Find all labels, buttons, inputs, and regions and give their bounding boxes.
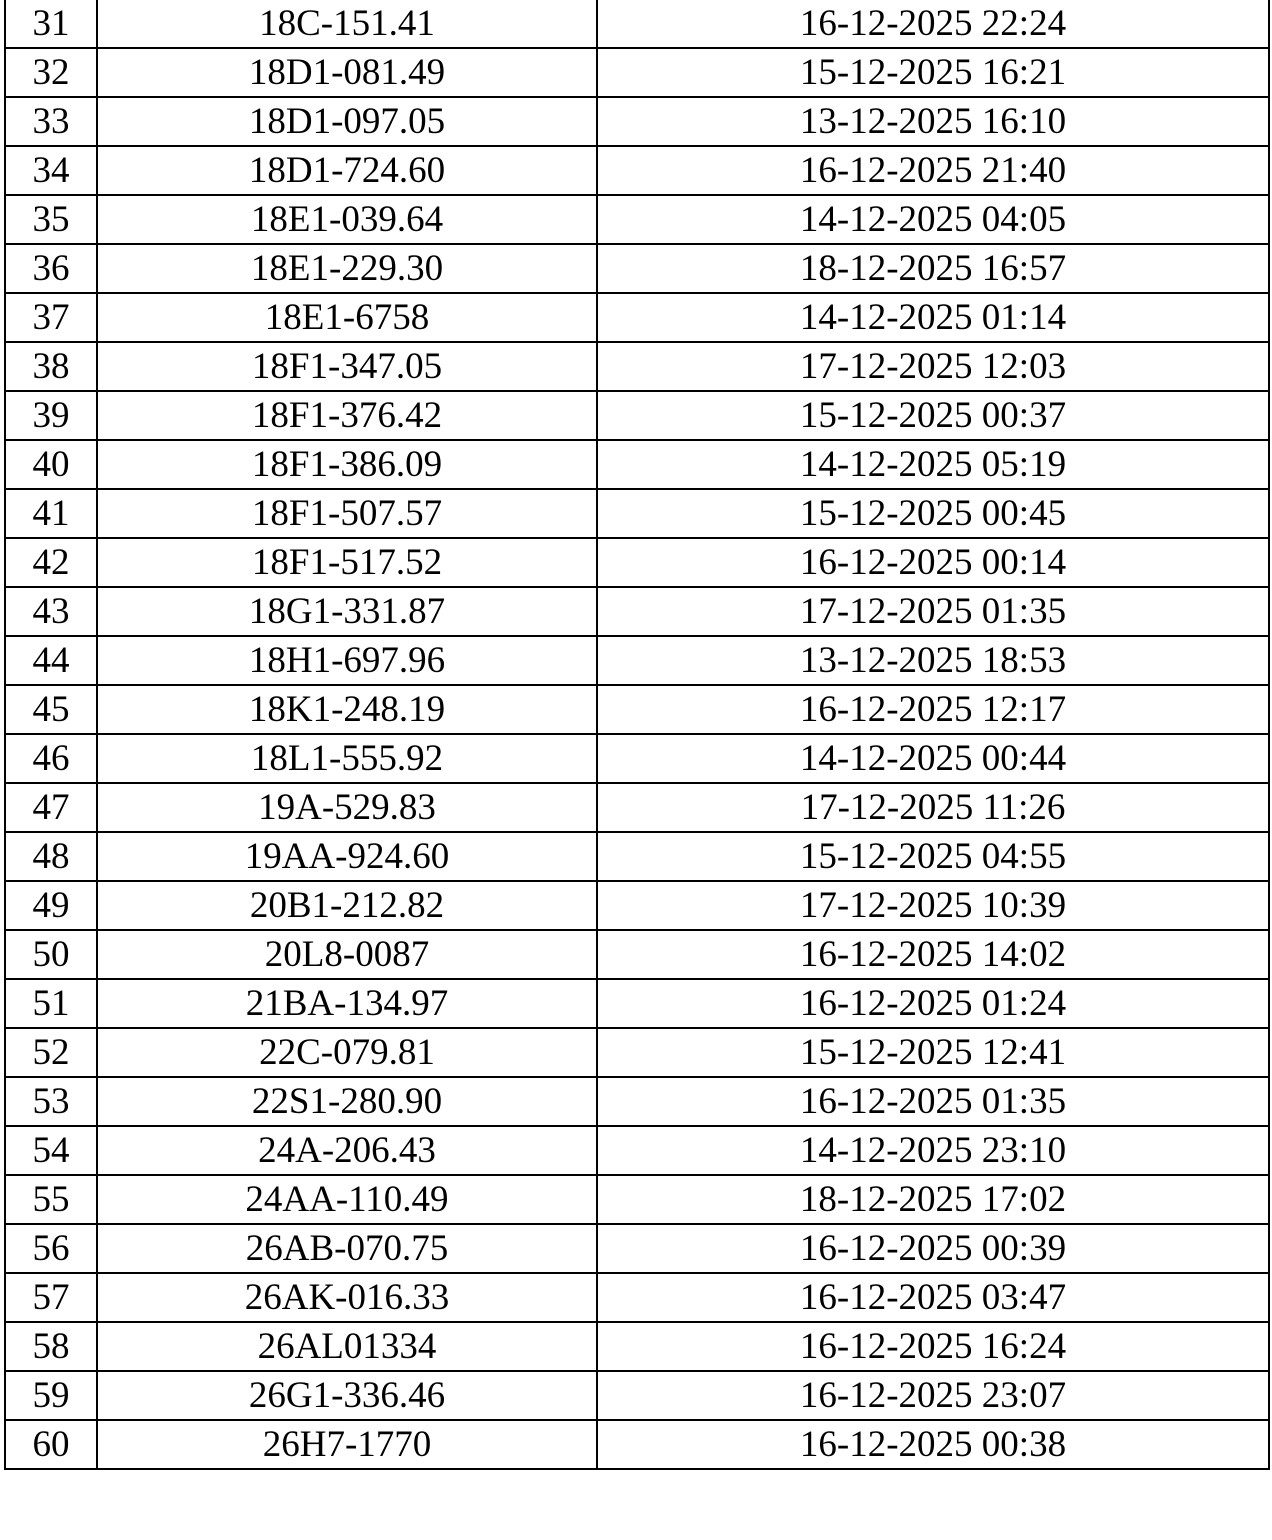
row-number-cell: 51	[5, 979, 97, 1028]
row-number-cell: 55	[5, 1175, 97, 1224]
row-number-cell: 50	[5, 930, 97, 979]
row-number-cell: 31	[5, 0, 97, 48]
table-row	[5, 293, 1269, 342]
license-plate-cell: 18F1-517.52	[97, 538, 597, 587]
table-row	[5, 636, 1269, 685]
timestamp-cell: 14-12-2025 23:10	[597, 1126, 1269, 1175]
timestamp-cell: 14-12-2025 00:44	[597, 734, 1269, 783]
row-number-cell: 34	[5, 146, 97, 195]
row-number-cell: 59	[5, 1371, 97, 1420]
timestamp-cell: 16-12-2025 14:02	[597, 930, 1269, 979]
row-number-cell: 56	[5, 1224, 97, 1273]
license-plate-cell: 18F1-347.05	[97, 342, 597, 391]
table-row	[5, 1077, 1269, 1126]
table-row	[5, 244, 1269, 293]
row-number-cell: 42	[5, 538, 97, 587]
license-plate-cell: 26AB-070.75	[97, 1224, 597, 1273]
license-plate-cell: 18K1-248.19	[97, 685, 597, 734]
timestamp-cell: 16-12-2025 00:39	[597, 1224, 1269, 1273]
table-row	[5, 97, 1269, 146]
timestamp-cell: 17-12-2025 11:26	[597, 783, 1269, 832]
table-row	[5, 440, 1269, 489]
timestamp-cell: 17-12-2025 12:03	[597, 342, 1269, 391]
license-plate-cell: 19AA-924.60	[97, 832, 597, 881]
table-row	[5, 489, 1269, 538]
license-plate-cell: 18F1-376.42	[97, 391, 597, 440]
row-number-cell: 38	[5, 342, 97, 391]
license-plate-cell: 18E1-6758	[97, 293, 597, 342]
license-plate-cell: 18C-151.41	[97, 0, 597, 48]
row-number-cell: 33	[5, 97, 97, 146]
row-number-cell: 52	[5, 1028, 97, 1077]
table-row	[5, 48, 1269, 97]
timestamp-cell: 16-12-2025 01:35	[597, 1077, 1269, 1126]
table-row	[5, 881, 1269, 930]
timestamp-cell: 16-12-2025 03:47	[597, 1273, 1269, 1322]
license-plate-cell: 26G1-336.46	[97, 1371, 597, 1420]
timestamp-cell: 14-12-2025 05:19	[597, 440, 1269, 489]
license-plate-cell: 18E1-039.64	[97, 195, 597, 244]
timestamp-cell: 13-12-2025 16:10	[597, 97, 1269, 146]
timestamp-cell: 16-12-2025 22:24	[597, 0, 1269, 48]
license-plate-cell: 20B1-212.82	[97, 881, 597, 930]
license-plate-cell: 26AK-016.33	[97, 1273, 597, 1322]
row-number-cell: 43	[5, 587, 97, 636]
timestamp-cell: 16-12-2025 21:40	[597, 146, 1269, 195]
license-plate-cell: 18D1-081.49	[97, 48, 597, 97]
row-number-cell: 54	[5, 1126, 97, 1175]
table-row	[5, 734, 1269, 783]
license-plate-cell: 18F1-507.57	[97, 489, 597, 538]
table-row	[5, 1126, 1269, 1175]
row-number-cell: 37	[5, 293, 97, 342]
timestamp-cell: 17-12-2025 01:35	[597, 587, 1269, 636]
row-number-cell: 39	[5, 391, 97, 440]
row-number-cell: 40	[5, 440, 97, 489]
table-row	[5, 832, 1269, 881]
license-plate-cell: 26H7-1770	[97, 1420, 597, 1469]
timestamp-cell: 16-12-2025 01:24	[597, 979, 1269, 1028]
row-number-cell: 32	[5, 48, 97, 97]
table-row	[5, 1028, 1269, 1077]
table-row	[5, 1371, 1269, 1420]
table-row	[5, 391, 1269, 440]
table-row	[5, 1175, 1269, 1224]
row-number-cell: 49	[5, 881, 97, 930]
timestamp-cell: 14-12-2025 01:14	[597, 293, 1269, 342]
table-row	[5, 685, 1269, 734]
timestamp-cell: 16-12-2025 00:38	[597, 1420, 1269, 1469]
row-number-cell: 58	[5, 1322, 97, 1371]
row-number-cell: 41	[5, 489, 97, 538]
row-number-cell: 46	[5, 734, 97, 783]
table-row	[5, 979, 1269, 1028]
row-number-cell: 47	[5, 783, 97, 832]
license-plate-cell: 22C-079.81	[97, 1028, 597, 1077]
table-row	[5, 195, 1269, 244]
timestamp-cell: 15-12-2025 00:37	[597, 391, 1269, 440]
timestamp-cell: 14-12-2025 04:05	[597, 195, 1269, 244]
license-plate-cell: 24A-206.43	[97, 1126, 597, 1175]
license-plate-cell: 20L8-0087	[97, 930, 597, 979]
timestamp-cell: 18-12-2025 17:02	[597, 1175, 1269, 1224]
timestamp-cell: 18-12-2025 16:57	[597, 244, 1269, 293]
table-row	[5, 1224, 1269, 1273]
vehicle-plate-table	[4, 0, 1270, 1470]
license-plate-cell: 18L1-555.92	[97, 734, 597, 783]
table-row	[5, 783, 1269, 832]
table-row	[5, 930, 1269, 979]
table-body	[5, 0, 1269, 1469]
table-row	[5, 0, 1269, 48]
table-row	[5, 1322, 1269, 1371]
timestamp-cell: 16-12-2025 00:14	[597, 538, 1269, 587]
timestamp-cell: 16-12-2025 16:24	[597, 1322, 1269, 1371]
license-plate-cell: 22S1-280.90	[97, 1077, 597, 1126]
timestamp-cell: 13-12-2025 18:53	[597, 636, 1269, 685]
timestamp-cell: 16-12-2025 23:07	[597, 1371, 1269, 1420]
license-plate-cell: 24AA-110.49	[97, 1175, 597, 1224]
table-row	[5, 342, 1269, 391]
table-row	[5, 587, 1269, 636]
timestamp-cell: 16-12-2025 12:17	[597, 685, 1269, 734]
row-number-cell: 44	[5, 636, 97, 685]
license-plate-cell: 21BA-134.97	[97, 979, 597, 1028]
license-plate-cell: 18F1-386.09	[97, 440, 597, 489]
license-plate-cell: 26AL01334	[97, 1322, 597, 1371]
license-plate-cell: 19A-529.83	[97, 783, 597, 832]
license-plate-cell: 18D1-724.60	[97, 146, 597, 195]
timestamp-cell: 17-12-2025 10:39	[597, 881, 1269, 930]
license-plate-cell: 18H1-697.96	[97, 636, 597, 685]
timestamp-cell: 15-12-2025 04:55	[597, 832, 1269, 881]
timestamp-cell: 15-12-2025 16:21	[597, 48, 1269, 97]
row-number-cell: 60	[5, 1420, 97, 1469]
row-number-cell: 48	[5, 832, 97, 881]
row-number-cell: 53	[5, 1077, 97, 1126]
table-row	[5, 538, 1269, 587]
row-number-cell: 35	[5, 195, 97, 244]
row-number-cell: 36	[5, 244, 97, 293]
timestamp-cell: 15-12-2025 00:45	[597, 489, 1269, 538]
row-number-cell: 45	[5, 685, 97, 734]
timestamp-cell: 15-12-2025 12:41	[597, 1028, 1269, 1077]
table-row	[5, 146, 1269, 195]
table-row	[5, 1273, 1269, 1322]
license-plate-cell: 18E1-229.30	[97, 244, 597, 293]
row-number-cell: 57	[5, 1273, 97, 1322]
license-plate-cell: 18D1-097.05	[97, 97, 597, 146]
table-row	[5, 1420, 1269, 1469]
license-plate-cell: 18G1-331.87	[97, 587, 597, 636]
